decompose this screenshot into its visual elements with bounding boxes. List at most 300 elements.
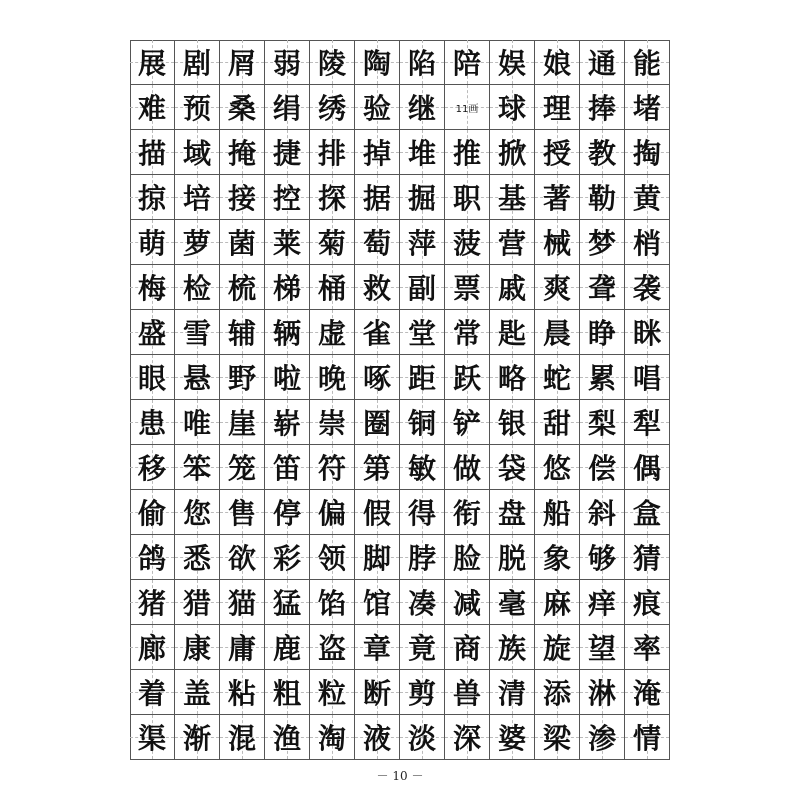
character-cell: [355, 85, 400, 130]
character-glyph: 圈: [362, 407, 391, 440]
character-cell: [310, 400, 355, 445]
character-glyph: 彩: [272, 542, 301, 575]
character-glyph: 黄: [632, 182, 661, 215]
character-cell: [490, 670, 535, 715]
character-cell: [445, 580, 490, 625]
character-cell: [175, 130, 220, 175]
character-cell: [625, 130, 670, 175]
character-cell: [400, 625, 445, 670]
character-glyph: 陷: [407, 47, 436, 80]
character-cell: [445, 490, 490, 535]
character-cell: [220, 355, 265, 400]
character-glyph: 唯: [182, 407, 211, 440]
character-glyph: 屑: [227, 47, 256, 80]
character-cell: [580, 310, 625, 355]
character-glyph: 梦: [587, 227, 616, 260]
character-glyph: 娱: [497, 47, 526, 80]
character-cell: [580, 490, 625, 535]
character-glyph: 跃: [452, 362, 481, 395]
character-glyph: 梳: [227, 272, 256, 305]
character-glyph: 脸: [452, 542, 481, 575]
character-glyph: 培: [182, 182, 211, 215]
character-glyph: 斜: [587, 497, 616, 530]
character-cell: [400, 130, 445, 175]
character-cell: [625, 310, 670, 355]
character-glyph: 啄: [362, 362, 391, 395]
character-glyph: 移: [137, 452, 166, 485]
character-cell: [580, 130, 625, 175]
character-glyph: 控: [272, 182, 301, 215]
character-glyph: 累: [587, 362, 616, 395]
character-glyph: 淘: [317, 722, 346, 755]
character-cell: [625, 625, 670, 670]
character-glyph: 绢: [272, 92, 301, 125]
character-glyph: 唱: [632, 362, 661, 395]
character-glyph: 脖: [407, 542, 436, 575]
character-cell: [175, 535, 220, 580]
character-cell: [625, 400, 670, 445]
character-glyph: 您: [182, 497, 211, 530]
character-cell: [265, 265, 310, 310]
character-cell: [175, 265, 220, 310]
character-glyph: 偏: [317, 497, 346, 530]
character-glyph: 眯: [632, 317, 661, 350]
character-glyph: 悠: [542, 452, 571, 485]
character-glyph: 族: [497, 632, 526, 665]
character-cell: [400, 580, 445, 625]
character-cell: [175, 355, 220, 400]
character-glyph: 旋: [542, 632, 571, 665]
character-glyph: 营: [497, 227, 526, 260]
character-glyph: 戚: [497, 272, 526, 305]
character-glyph: 票: [452, 272, 481, 305]
character-cell: [400, 490, 445, 535]
character-glyph: 基: [497, 182, 526, 215]
character-cell: [535, 40, 580, 85]
character-glyph: 婆: [497, 722, 526, 755]
character-glyph: 预: [182, 92, 211, 125]
character-glyph: 崇: [317, 407, 346, 440]
character-cell: [355, 490, 400, 535]
character-glyph: 减: [452, 587, 481, 620]
character-cell: [130, 40, 175, 85]
character-cell: [400, 670, 445, 715]
character-cell: [355, 265, 400, 310]
character-glyph: 描: [137, 137, 166, 170]
character-glyph: 勒: [587, 182, 616, 215]
character-glyph: 晚: [317, 362, 346, 395]
character-cell: [130, 355, 175, 400]
character-cell: [355, 715, 400, 760]
character-glyph: 领: [317, 542, 346, 575]
character-cell: [445, 670, 490, 715]
character-cell: [130, 715, 175, 760]
character-glyph: 敏: [407, 452, 436, 485]
character-glyph: 粒: [317, 677, 346, 710]
character-glyph: 银: [497, 407, 526, 440]
character-cell: [310, 625, 355, 670]
character-cell: [265, 715, 310, 760]
character-glyph: 患: [137, 407, 166, 440]
character-glyph: 率: [632, 632, 661, 665]
character-glyph: 救: [362, 272, 391, 305]
character-cell: [310, 535, 355, 580]
character-glyph: 梯: [272, 272, 301, 305]
character-glyph: 掩: [227, 137, 256, 170]
page-number: － 10 －: [376, 769, 424, 783]
character-glyph: 难: [137, 92, 166, 125]
character-cell: [490, 265, 535, 310]
character-glyph: 猜: [632, 542, 661, 575]
character-cell: [580, 535, 625, 580]
character-cell: [130, 85, 175, 130]
character-cell: [445, 220, 490, 265]
character-cell: [400, 355, 445, 400]
character-cell: [580, 670, 625, 715]
character-glyph: 符: [317, 452, 346, 485]
character-cell: [625, 535, 670, 580]
character-cell: [175, 40, 220, 85]
character-cell: [220, 220, 265, 265]
character-glyph: 桶: [317, 272, 346, 305]
character-glyph: 教: [587, 137, 616, 170]
character-cell: [580, 85, 625, 130]
character-glyph: 粘: [227, 677, 256, 710]
character-cell: [535, 85, 580, 130]
character-cell: [265, 400, 310, 445]
character-glyph: 渐: [182, 722, 211, 755]
character-glyph: 桑: [227, 92, 256, 125]
character-glyph: 菌: [227, 227, 256, 260]
character-glyph: 盒: [632, 497, 661, 530]
character-cell: [175, 445, 220, 490]
character-cell: [580, 715, 625, 760]
character-glyph: 接: [227, 182, 256, 215]
character-glyph: 混: [227, 722, 256, 755]
character-cell: [445, 625, 490, 670]
character-cell: [445, 175, 490, 220]
character-cell: [625, 580, 670, 625]
character-glyph: 梁: [542, 722, 571, 755]
character-cell: [265, 220, 310, 265]
character-glyph: 粗: [272, 677, 301, 710]
character-glyph: 毫: [497, 587, 526, 620]
character-cell: [130, 445, 175, 490]
character-cell: [400, 400, 445, 445]
character-cell: [535, 580, 580, 625]
character-glyph: 馅: [317, 587, 346, 620]
character-cell: [490, 130, 535, 175]
character-glyph: 掠: [137, 182, 166, 215]
character-cell: [355, 355, 400, 400]
character-glyph: 萍: [407, 227, 436, 260]
character-cell: [580, 625, 625, 670]
character-cell: [355, 670, 400, 715]
character-glyph: 添: [542, 677, 571, 710]
character-cell: [535, 670, 580, 715]
character-glyph: 辆: [272, 317, 301, 350]
character-cell: [310, 85, 355, 130]
character-glyph: 停: [272, 497, 301, 530]
character-glyph: 掀: [497, 137, 526, 170]
character-cell: [490, 490, 535, 535]
character-cell: [220, 130, 265, 175]
character-glyph: 兽: [452, 677, 481, 710]
character-cell: [625, 220, 670, 265]
character-glyph: 萄: [362, 227, 391, 260]
character-glyph: 偶: [632, 452, 661, 485]
character-cell: [265, 625, 310, 670]
character-glyph: 欲: [227, 542, 256, 575]
character-cell: [220, 670, 265, 715]
character-glyph: 犁: [632, 407, 661, 440]
character-cell: [490, 175, 535, 220]
character-glyph: 得: [407, 497, 436, 530]
character-glyph: 检: [182, 272, 211, 305]
character-cell: [625, 265, 670, 310]
character-cell: [355, 625, 400, 670]
character-glyph: 悉: [182, 542, 211, 575]
character-glyph: 陶: [362, 47, 391, 80]
character-cell: [535, 535, 580, 580]
character-glyph: 笨: [182, 452, 211, 485]
character-cell: [445, 265, 490, 310]
character-cell: [400, 40, 445, 85]
character-glyph: 授: [542, 137, 571, 170]
character-cell: [220, 715, 265, 760]
character-glyph: 梅: [137, 272, 166, 305]
character-cell: [130, 625, 175, 670]
character-glyph: 理: [542, 92, 571, 125]
character-glyph: 略: [497, 362, 526, 395]
character-glyph: 虚: [317, 317, 346, 350]
character-cell: [310, 355, 355, 400]
character-cell: [310, 220, 355, 265]
character-glyph: 萝: [182, 227, 211, 260]
character-cell: [445, 40, 490, 85]
character-cell: [580, 175, 625, 220]
character-glyph: 据: [362, 182, 391, 215]
character-glyph: 野: [227, 362, 256, 395]
character-cell: [445, 400, 490, 445]
character-glyph: 11画: [455, 103, 479, 115]
character-cell: [490, 535, 535, 580]
character-glyph: 验: [362, 92, 391, 125]
character-glyph: 衔: [452, 497, 481, 530]
character-cell: [535, 400, 580, 445]
character-cell: [310, 670, 355, 715]
character-cell: [220, 625, 265, 670]
character-glyph: 掏: [632, 137, 661, 170]
character-cell: [625, 85, 670, 130]
character-glyph: 铜: [407, 407, 436, 440]
character-glyph: 剪: [407, 677, 436, 710]
character-cell: [220, 535, 265, 580]
character-cell: [175, 220, 220, 265]
character-glyph: 堂: [407, 317, 436, 350]
character-cell: [445, 355, 490, 400]
stroke-count-marker: [445, 85, 490, 130]
character-cell: [625, 715, 670, 760]
character-cell: [580, 445, 625, 490]
character-cell: [265, 445, 310, 490]
character-glyph: 菊: [317, 227, 346, 260]
character-glyph: 第: [362, 452, 391, 485]
character-cell: [490, 85, 535, 130]
character-glyph: 匙: [497, 317, 526, 350]
character-cell: [310, 265, 355, 310]
character-glyph: 渠: [137, 722, 166, 755]
character-cell: [625, 670, 670, 715]
character-cell: [535, 445, 580, 490]
character-glyph: 排: [317, 137, 346, 170]
character-glyph: 梢: [632, 227, 661, 260]
character-cell: [355, 40, 400, 85]
character-cell: [535, 220, 580, 265]
character-cell: [535, 265, 580, 310]
character-glyph: 副: [407, 272, 436, 305]
character-glyph: 盖: [182, 677, 211, 710]
character-glyph: 聋: [587, 272, 616, 305]
character-glyph: 通: [587, 47, 616, 80]
character-cell: [310, 310, 355, 355]
character-cell: [400, 85, 445, 130]
character-cell: [175, 580, 220, 625]
character-cell: [310, 175, 355, 220]
character-glyph: 情: [632, 722, 661, 755]
character-cell: [625, 175, 670, 220]
character-glyph: 渔: [272, 722, 301, 755]
character-cell: [490, 400, 535, 445]
character-glyph: 深: [452, 722, 481, 755]
character-glyph: 甜: [542, 407, 571, 440]
character-cell: [175, 490, 220, 535]
character-cell: [265, 490, 310, 535]
character-glyph: 竟: [407, 632, 436, 665]
character-cell: [310, 130, 355, 175]
character-cell: [400, 535, 445, 580]
character-cell: [130, 265, 175, 310]
character-cell: [490, 715, 535, 760]
character-glyph: 象: [542, 542, 571, 575]
character-glyph: 断: [362, 677, 391, 710]
character-cell: [445, 445, 490, 490]
character-cell: [220, 85, 265, 130]
character-glyph: 着: [137, 677, 166, 710]
character-cell: [220, 445, 265, 490]
character-cell: [355, 175, 400, 220]
character-glyph: 馆: [362, 587, 391, 620]
character-cell: [130, 580, 175, 625]
character-glyph: 辅: [227, 317, 256, 350]
character-glyph: 啦: [272, 362, 301, 395]
character-cell: [175, 670, 220, 715]
character-glyph: 做: [452, 452, 481, 485]
character-cell: [265, 580, 310, 625]
character-cell: [265, 535, 310, 580]
character-cell: [265, 310, 310, 355]
character-glyph: 痒: [587, 587, 616, 620]
character-glyph: 盘: [497, 497, 526, 530]
character-cell: [130, 175, 175, 220]
character-cell: [625, 355, 670, 400]
character-glyph: 够: [587, 542, 616, 575]
character-glyph: 盗: [317, 632, 346, 665]
character-cell: [355, 400, 400, 445]
character-cell: [310, 445, 355, 490]
character-glyph: 悬: [182, 362, 211, 395]
character-glyph: 绣: [317, 92, 346, 125]
character-cell: [130, 310, 175, 355]
character-cell: [625, 490, 670, 535]
character-glyph: 掉: [362, 137, 391, 170]
character-cell: [490, 355, 535, 400]
character-glyph: 崭: [272, 407, 301, 440]
character-glyph: 探: [317, 182, 346, 215]
character-glyph: 淋: [587, 677, 616, 710]
character-glyph: 爽: [542, 272, 571, 305]
character-glyph: 萌: [137, 227, 166, 260]
character-glyph: 剧: [182, 47, 211, 80]
character-glyph: 鹿: [272, 632, 301, 665]
character-cell: [400, 265, 445, 310]
character-glyph: 睁: [587, 317, 616, 350]
character-cell: [220, 400, 265, 445]
character-glyph: 偿: [587, 452, 616, 485]
character-cell: [490, 220, 535, 265]
character-cell: [175, 310, 220, 355]
character-glyph: 渗: [587, 722, 616, 755]
character-glyph: 笼: [227, 452, 256, 485]
character-glyph: 著: [542, 182, 571, 215]
character-glyph: 笛: [272, 452, 301, 485]
character-glyph: 蛇: [542, 362, 571, 395]
character-cell: [535, 355, 580, 400]
character-glyph: 船: [542, 497, 571, 530]
character-cell: [580, 220, 625, 265]
character-cell: [535, 625, 580, 670]
character-practice-grid: [130, 40, 670, 760]
character-glyph: 推: [452, 137, 481, 170]
character-cell: [400, 175, 445, 220]
character-glyph: 继: [407, 92, 436, 125]
character-glyph: 堵: [632, 92, 661, 125]
character-cell: [580, 40, 625, 85]
character-cell: [355, 130, 400, 175]
character-glyph: 清: [497, 677, 526, 710]
character-cell: [535, 715, 580, 760]
character-glyph: 售: [227, 497, 256, 530]
character-cell: [355, 220, 400, 265]
character-glyph: 职: [452, 182, 481, 215]
character-cell: [220, 175, 265, 220]
character-cell: [130, 130, 175, 175]
character-glyph: 晨: [542, 317, 571, 350]
character-glyph: 械: [542, 227, 571, 260]
character-cell: [535, 130, 580, 175]
character-glyph: 弱: [272, 47, 301, 80]
character-glyph: 猪: [137, 587, 166, 620]
character-glyph: 能: [632, 47, 661, 80]
character-cell: [130, 220, 175, 265]
character-cell: [580, 400, 625, 445]
character-glyph: 捷: [272, 137, 301, 170]
character-cell: [310, 490, 355, 535]
character-cell: [175, 625, 220, 670]
character-glyph: 莱: [272, 227, 301, 260]
character-glyph: 梨: [587, 407, 616, 440]
character-cell: [175, 715, 220, 760]
